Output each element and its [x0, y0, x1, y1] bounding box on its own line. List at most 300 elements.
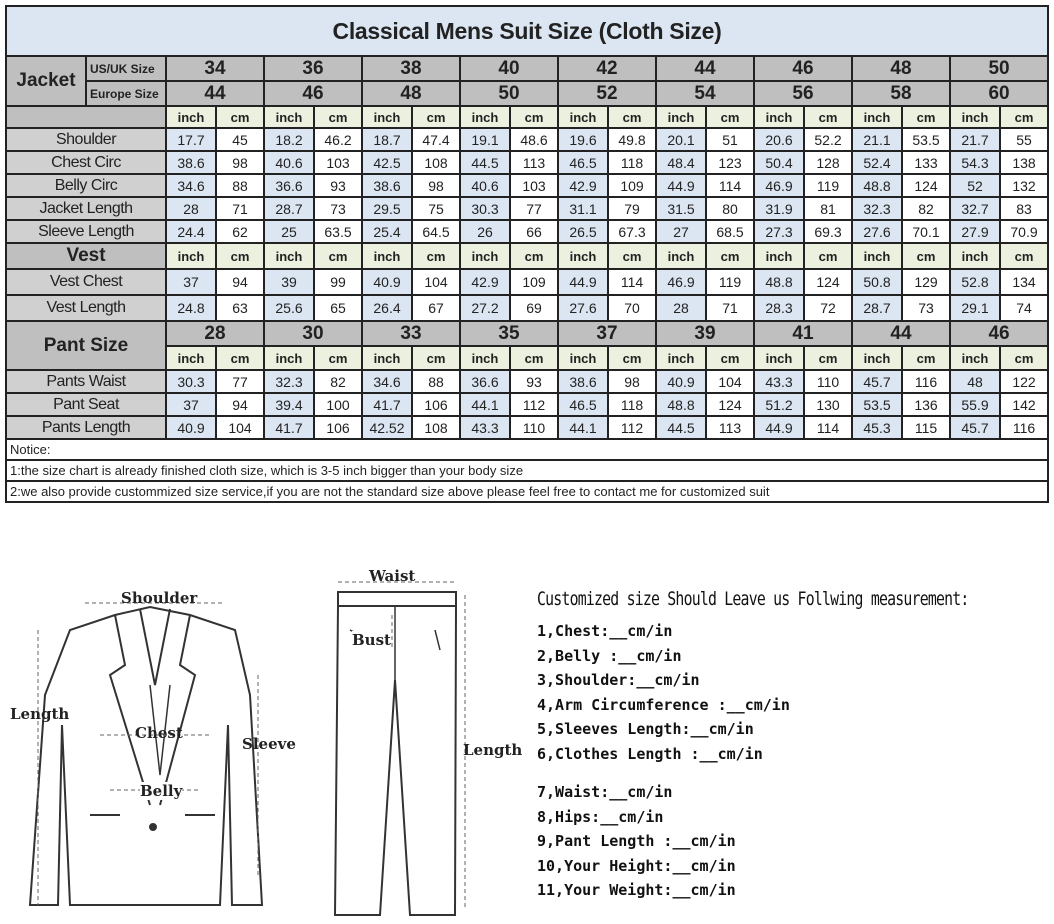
size-value: 45.7	[852, 370, 902, 393]
pant-size: 37	[558, 321, 656, 346]
size-value: 118	[608, 393, 656, 416]
size-value: 43.3	[460, 416, 510, 439]
unit-cm: cm	[1000, 106, 1048, 128]
unit-inch: inch	[656, 243, 706, 269]
size-value: 109	[510, 269, 558, 295]
size-value: 130	[804, 393, 852, 416]
size-value: 38.6	[166, 151, 216, 174]
size-value: 133	[902, 151, 950, 174]
size-value: 132	[1000, 174, 1048, 197]
size-value: 75	[412, 197, 460, 220]
size-value: 44.9	[558, 269, 608, 295]
size-value: 50.8	[852, 269, 902, 295]
custom-measurement-list	[537, 588, 1054, 906]
us-size: 48	[852, 56, 950, 81]
us-size-label: US/UK Size	[86, 56, 166, 81]
unit-inch: inch	[166, 243, 216, 269]
us-size: 38	[362, 56, 460, 81]
size-value: 48.4	[656, 151, 706, 174]
size-value: 26.4	[362, 295, 412, 321]
unit-cm: cm	[412, 243, 460, 269]
size-value: 70.9	[1000, 220, 1048, 243]
unit-cm: cm	[510, 243, 558, 269]
size-value: 100	[314, 393, 362, 416]
size-value: 104	[412, 269, 460, 295]
unit-inch: inch	[460, 346, 510, 370]
unit-cm: cm	[216, 243, 264, 269]
unit-cm: cm	[902, 346, 950, 370]
size-value: 116	[1000, 416, 1048, 439]
size-value: 31.5	[656, 197, 706, 220]
unit-inch: inch	[558, 346, 608, 370]
unit-cm: cm	[608, 106, 656, 128]
unit-cm: cm	[804, 243, 852, 269]
measurement-item: 4,Arm Circumference :__cm/in	[537, 695, 790, 714]
size-value: 28.3	[754, 295, 804, 321]
measurement-item: 2,Belly :__cm/in	[537, 646, 682, 665]
europe-size-label: Europe Size	[86, 81, 166, 106]
us-size: 42	[558, 56, 656, 81]
table-row	[6, 174, 1048, 197]
us-size: 50	[950, 56, 1048, 81]
europe-size: 54	[656, 81, 754, 106]
blank-cell	[6, 106, 166, 128]
pant-size: 44	[852, 321, 950, 346]
size-chart-table	[5, 5, 1049, 503]
size-value: 30.3	[460, 197, 510, 220]
unit-inch: inch	[264, 346, 314, 370]
size-value: 98	[608, 370, 656, 393]
size-value: 39	[264, 269, 314, 295]
row-label: Sleeve Length	[6, 220, 166, 243]
table-row	[6, 370, 1048, 393]
unit-cm: cm	[510, 346, 558, 370]
size-value: 136	[902, 393, 950, 416]
pant-size-heading: Pant Size	[6, 321, 166, 370]
size-value: 20.1	[656, 128, 706, 151]
size-value: 49.8	[608, 128, 656, 151]
unit-inch: inch	[264, 106, 314, 128]
size-value: 45	[216, 128, 264, 151]
size-value: 31.9	[754, 197, 804, 220]
row-label: Pant Seat	[6, 393, 166, 416]
size-value: 28	[656, 295, 706, 321]
measurement-item: 11,Your Weight:__cm/in	[537, 881, 736, 899]
unit-cm: cm	[706, 106, 754, 128]
table-row	[6, 197, 1048, 220]
unit-inch: inch	[950, 106, 1000, 128]
unit-inch: inch	[656, 106, 706, 128]
unit-cm: cm	[314, 346, 362, 370]
size-value: 55	[1000, 128, 1048, 151]
size-value: 30.3	[166, 370, 216, 393]
chest-label: Chest	[135, 724, 183, 742]
unit-inch: inch	[852, 106, 902, 128]
size-value: 44.5	[460, 151, 510, 174]
us-size: 44	[656, 56, 754, 81]
size-value: 45.3	[852, 416, 902, 439]
europe-size: 44	[166, 81, 264, 106]
size-value: 122	[1000, 370, 1048, 393]
size-value: 28.7	[852, 295, 902, 321]
size-value: 48	[950, 370, 1000, 393]
pant-size: 30	[264, 321, 362, 346]
size-value: 29.5	[362, 197, 412, 220]
size-value: 113	[706, 416, 754, 439]
size-value: 26	[460, 220, 510, 243]
size-value: 119	[804, 174, 852, 197]
size-value: 42.5	[362, 151, 412, 174]
size-value: 48.6	[510, 128, 558, 151]
size-value: 31.1	[558, 197, 608, 220]
size-value: 42.9	[558, 174, 608, 197]
jacket-heading: Jacket	[6, 56, 86, 106]
unit-cm: cm	[902, 243, 950, 269]
pant-size: 28	[166, 321, 264, 346]
size-value: 110	[804, 370, 852, 393]
size-value: 36.6	[460, 370, 510, 393]
unit-inch: inch	[852, 243, 902, 269]
size-value: 134	[1000, 269, 1048, 295]
us-size: 46	[754, 56, 852, 81]
size-value: 50.4	[754, 151, 804, 174]
size-value: 53.5	[852, 393, 902, 416]
unit-cm: cm	[216, 106, 264, 128]
size-value: 63	[216, 295, 264, 321]
size-value: 108	[412, 416, 460, 439]
table-row	[6, 295, 1048, 321]
size-value: 74	[1000, 295, 1048, 321]
unit-inch: inch	[362, 346, 412, 370]
row-label: Vest Chest	[6, 269, 166, 295]
size-value: 46.9	[754, 174, 804, 197]
row-label: Chest Circ	[6, 151, 166, 174]
size-value: 82	[902, 197, 950, 220]
unit-inch: inch	[754, 106, 804, 128]
custom-measurement-title: Customized size Should Leave us Follwing measurement:	[537, 588, 969, 610]
unit-inch: inch	[460, 106, 510, 128]
unit-cm: cm	[1000, 243, 1048, 269]
size-value: 37	[166, 269, 216, 295]
unit-inch: inch	[852, 346, 902, 370]
size-value: 73	[902, 295, 950, 321]
size-value: 47.4	[412, 128, 460, 151]
size-value: 106	[314, 416, 362, 439]
size-value: 27.9	[950, 220, 1000, 243]
size-value: 115	[902, 416, 950, 439]
unit-inch: inch	[166, 106, 216, 128]
size-value: 18.7	[362, 128, 412, 151]
unit-inch: inch	[950, 243, 1000, 269]
belly-label: Belly	[140, 782, 183, 800]
size-value: 20.6	[754, 128, 804, 151]
size-value: 48.8	[754, 269, 804, 295]
unit-cm: cm	[902, 106, 950, 128]
size-value: 38.6	[362, 174, 412, 197]
size-value: 26.5	[558, 220, 608, 243]
size-value: 39.4	[264, 393, 314, 416]
row-label: Pants Length	[6, 416, 166, 439]
measurement-item: 8,Hips:__cm/in	[537, 807, 664, 826]
table-row	[6, 220, 1048, 243]
size-value: 103	[510, 174, 558, 197]
europe-size: 50	[460, 81, 558, 106]
unit-inch: inch	[166, 346, 216, 370]
size-value: 104	[706, 370, 754, 393]
size-value: 40.9	[362, 269, 412, 295]
size-value: 54.3	[950, 151, 1000, 174]
shoulder-label: Shoulder	[121, 589, 198, 607]
size-value: 25	[264, 220, 314, 243]
size-value: 52.2	[804, 128, 852, 151]
size-value: 32.3	[264, 370, 314, 393]
size-value: 44.1	[558, 416, 608, 439]
measurement-item: 10,Your Height:__cm/in	[537, 856, 736, 875]
size-value: 44.9	[656, 174, 706, 197]
size-value: 113	[510, 151, 558, 174]
row-label: Vest Length	[6, 295, 166, 321]
size-value: 28.7	[264, 197, 314, 220]
unit-cm: cm	[804, 346, 852, 370]
size-value: 41.7	[264, 416, 314, 439]
measurement-item: 1,Chest:__cm/in	[537, 622, 673, 640]
size-value: 118	[608, 151, 656, 174]
size-value: 17.7	[166, 128, 216, 151]
size-value: 104	[216, 416, 264, 439]
measurement-item: 5,Sleeves Length:__cm/in	[537, 720, 754, 738]
measurement-item: 3,Shoulder:__cm/in	[537, 671, 700, 689]
unit-cm: cm	[216, 346, 264, 370]
table-row	[6, 151, 1048, 174]
size-value: 94	[216, 393, 264, 416]
size-value: 110	[510, 416, 558, 439]
size-value: 46.2	[314, 128, 362, 151]
size-value: 123	[706, 151, 754, 174]
size-value: 52.4	[852, 151, 902, 174]
pant-size: 41	[754, 321, 852, 346]
size-value: 25.4	[362, 220, 412, 243]
size-value: 138	[1000, 151, 1048, 174]
unit-inch: inch	[754, 346, 804, 370]
size-value: 94	[216, 269, 264, 295]
size-value: 68.5	[706, 220, 754, 243]
pant-length-label: Length	[463, 741, 523, 759]
unit-cm: cm	[510, 106, 558, 128]
size-value: 19.6	[558, 128, 608, 151]
size-value: 83	[1000, 197, 1048, 220]
size-value: 77	[510, 197, 558, 220]
unit-inch: inch	[754, 243, 804, 269]
size-value: 44.1	[460, 393, 510, 416]
size-value: 93	[314, 174, 362, 197]
unit-inch: inch	[460, 243, 510, 269]
size-value: 18.2	[264, 128, 314, 151]
notice-line: 2:we also provide custommized size service,if you are not the standard size above please feel free to contact me for customized suit	[6, 481, 1048, 502]
size-value: 128	[804, 151, 852, 174]
unit-inch: inch	[656, 346, 706, 370]
unit-cm: cm	[314, 106, 362, 128]
size-value: 114	[706, 174, 754, 197]
size-value: 69	[510, 295, 558, 321]
size-value: 21.1	[852, 128, 902, 151]
unit-cm: cm	[314, 243, 362, 269]
size-value: 67	[412, 295, 460, 321]
europe-size: 56	[754, 81, 852, 106]
pant-size: 33	[362, 321, 460, 346]
size-value: 21.7	[950, 128, 1000, 151]
size-value: 88	[412, 370, 460, 393]
size-value: 55.9	[950, 393, 1000, 416]
size-value: 41.7	[362, 393, 412, 416]
size-value: 71	[216, 197, 264, 220]
size-value: 112	[510, 393, 558, 416]
size-value: 99	[314, 269, 362, 295]
size-value: 40.9	[166, 416, 216, 439]
size-value: 73	[314, 197, 362, 220]
size-value: 66	[510, 220, 558, 243]
us-size: 40	[460, 56, 558, 81]
unit-inch: inch	[558, 106, 608, 128]
size-value: 63.5	[314, 220, 362, 243]
size-value: 71	[706, 295, 754, 321]
unit-inch: inch	[950, 346, 1000, 370]
size-value: 124	[706, 393, 754, 416]
us-size: 36	[264, 56, 362, 81]
size-value: 80	[706, 197, 754, 220]
size-value: 48.8	[852, 174, 902, 197]
europe-size: 60	[950, 81, 1048, 106]
size-value: 27.6	[558, 295, 608, 321]
unit-inch: inch	[362, 243, 412, 269]
size-value: 32.7	[950, 197, 1000, 220]
size-value: 52.8	[950, 269, 1000, 295]
table-row	[6, 128, 1048, 151]
size-value: 28	[166, 197, 216, 220]
size-value: 79	[608, 197, 656, 220]
table-row	[6, 269, 1048, 295]
size-value: 40.9	[656, 370, 706, 393]
size-value: 67.3	[608, 220, 656, 243]
europe-size: 52	[558, 81, 656, 106]
size-value: 44.5	[656, 416, 706, 439]
unit-cm: cm	[804, 106, 852, 128]
size-value: 42.9	[460, 269, 510, 295]
unit-inch: inch	[558, 243, 608, 269]
size-value: 32.3	[852, 197, 902, 220]
size-value: 88	[216, 174, 264, 197]
waist-label: Waist	[369, 567, 416, 585]
size-value: 48.8	[656, 393, 706, 416]
size-value: 119	[706, 269, 754, 295]
size-value: 40.6	[460, 174, 510, 197]
size-value: 25.6	[264, 295, 314, 321]
unit-cm: cm	[1000, 346, 1048, 370]
chart-title: Classical Mens Suit Size (Cloth Size)	[6, 6, 1048, 56]
size-value: 44.9	[754, 416, 804, 439]
size-value: 129	[902, 269, 950, 295]
size-value: 27.2	[460, 295, 510, 321]
europe-size: 46	[264, 81, 362, 106]
notice-heading: Notice:	[6, 439, 1048, 460]
size-value: 36.6	[264, 174, 314, 197]
size-value: 62	[216, 220, 264, 243]
us-size: 34	[166, 56, 264, 81]
length-label: Length	[10, 705, 70, 723]
size-value: 29.1	[950, 295, 1000, 321]
size-value: 24.4	[166, 220, 216, 243]
size-value: 19.1	[460, 128, 510, 151]
size-value: 38.6	[558, 370, 608, 393]
size-value: 114	[804, 416, 852, 439]
pant-size: 39	[656, 321, 754, 346]
table-row	[6, 393, 1048, 416]
unit-cm: cm	[608, 346, 656, 370]
size-value: 142	[1000, 393, 1048, 416]
unit-cm: cm	[706, 346, 754, 370]
size-value: 81	[804, 197, 852, 220]
size-value: 52	[950, 174, 1000, 197]
sleeve-label: Sleeve	[242, 735, 296, 753]
unit-inch: inch	[264, 243, 314, 269]
size-value: 98	[412, 174, 460, 197]
size-value: 34.6	[166, 174, 216, 197]
unit-cm: cm	[412, 346, 460, 370]
size-value: 45.7	[950, 416, 1000, 439]
size-value: 112	[608, 416, 656, 439]
row-label: Jacket Length	[6, 197, 166, 220]
size-value: 42.52	[362, 416, 412, 439]
size-value: 82	[314, 370, 362, 393]
notice-line: 1:the size chart is already finished cloth size, which is 3-5 inch bigger than your body size	[6, 460, 1048, 481]
size-value: 103	[314, 151, 362, 174]
row-label: Shoulder	[6, 128, 166, 151]
size-value: 46.5	[558, 393, 608, 416]
row-label: Pants Waist	[6, 370, 166, 393]
size-value: 109	[608, 174, 656, 197]
size-value: 114	[608, 269, 656, 295]
size-value: 34.6	[362, 370, 412, 393]
size-value: 124	[902, 174, 950, 197]
size-value: 24.8	[166, 295, 216, 321]
size-value: 70	[608, 295, 656, 321]
vest-heading: Vest	[6, 243, 166, 269]
pant-illustration	[330, 570, 480, 920]
size-value: 40.6	[264, 151, 314, 174]
unit-inch: inch	[362, 106, 412, 128]
measurement-item: 9,Pant Length :__cm/in	[537, 832, 736, 850]
size-value: 51	[706, 128, 754, 151]
size-value: 69.3	[804, 220, 852, 243]
pant-size: 46	[950, 321, 1048, 346]
size-value: 46.9	[656, 269, 706, 295]
size-value: 53.5	[902, 128, 950, 151]
pant-size: 35	[460, 321, 558, 346]
bust-label: Bust	[352, 631, 391, 649]
europe-size: 58	[852, 81, 950, 106]
table-row	[6, 416, 1048, 439]
measurement-item: 7,Waist:__cm/in	[537, 783, 673, 801]
unit-cm: cm	[412, 106, 460, 128]
size-value: 51.2	[754, 393, 804, 416]
row-label: Belly Circ	[6, 174, 166, 197]
size-value: 108	[412, 151, 460, 174]
size-value: 70.1	[902, 220, 950, 243]
size-value: 77	[216, 370, 264, 393]
size-value: 27.3	[754, 220, 804, 243]
size-value: 72	[804, 295, 852, 321]
size-value: 65	[314, 295, 362, 321]
size-value: 98	[216, 151, 264, 174]
